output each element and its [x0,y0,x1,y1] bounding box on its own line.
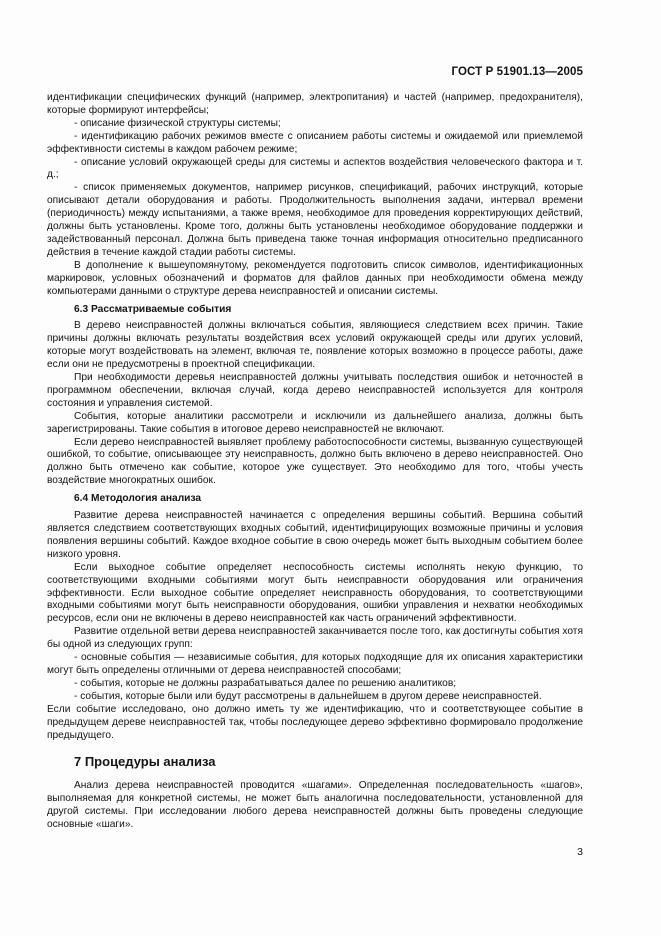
page-content [47,92,583,832]
list-item: - основные события — независимые события, для которых подходящие для их описания характеристики могут быть определены отличными от дерева неисправностей способами; [47,652,583,676]
page-number: 3 [577,846,583,858]
list-item: - список применяемых документов, например рисунков, спецификаций, рабочих инструкций, которые описывают детали оборудования и работы. Продолжительность выполнения задачи, интервал времени (периодичность) между испытаниями, а также время, необходимое для проведения корректирующих действий, должны быть установлены. Кроме того, должны быть установлены необходимое оборудование поддержки и задействованный персонал. Должна быть приведена также точная информация относительно предписанного действия в течение каждой стадии работы системы. [47,182,583,258]
list-item: - описание условий окружающей среды для системы и аспектов воздействия человеческого фактора и т. д.; [47,156,583,181]
paragraph: Если дерево неисправностей выявляет проблему работоспособности системы, вызванную существующей ошибкой, то событие, описывающее эту неисправность, должно быть включено в дерево неисправностей. Оно должно быть отмечено как событие, которое уже существует. Это необходимо для того, чтобы учесть воздействие многократных ошибок. [47,436,583,487]
paragraph: Развитие отдельной ветви дерева неисправностей заканчивается после того, как достигнуты события хотя бы одной из следующих групп: [47,626,583,651]
paragraph: В дерево неисправностей должны включаться события, являющиеся следствием всех причин. Такие причины должны включать результаты воздействия всех условий окружающей среды или других условий, которые могут воздействовать на элемент, включая те, появление которых возможно в процессе работы, даже если они не предусмотрены в проектной спецификации. [47,320,583,371]
section-heading-6-3: 6.3 Рассматриваемые события [74,303,232,315]
paragraph: Анализ дерева неисправностей проводится «шагами». Определенная последовательность «шагов», выполняемая для конкретной системы, не может быть аналогична последовательности, установленной для другой системы. При исследовании любого дерева неисправностей должны быть проведены следующие основные «шаги». [47,780,583,831]
section-heading-6-4: 6.4 Методология анализа [74,493,202,505]
document-header: ГОСТ Р 51901.13—2005 [451,66,583,78]
list-item: - события, которые не должны разрабатываться далее по решению аналитиков; [74,677,457,689]
paragraph: В дополнение к вышеупомянутому, рекомендуется подготовить список символов, идентификационных маркировок, условных обозначений и форматов для файлов данных при необходимости обмена между компьютерами данными о структуре дерева неисправностей и описании системы. [47,259,583,297]
paragraph: Развитие дерева неисправностей начинается с определения вершины событий. Вершина событий является следствием соответствующих входных событий, идентифицирующих возможные причины и условия появления вершины событий. Каждое входное событие в свою очередь может быть выходным событием более низкого уровня. [47,510,583,560]
paragraph: Если выходное событие определяет неспособность системы исполнять некую функцию, то соответствующими входными событиями могут быть неисправности оборудования или ограничения эффективности. Если выходное событие определяет неисправность оборудования, то соответствующими входными событиями могут быть неисправности оборудования, ошибки управления и нехватки необходимых ресурсов, если они не включены в дерево неисправностей как часть ограничений эффективности. [47,561,583,625]
list-item: - события, которые были или будут рассмотрены в дальнейшем в другом дереве неисправностей. [74,690,542,702]
paragraph: События, которые аналитики рассмотрели и исключили из дальнейшего анализа, должны быть зарегистрированы. Такие события в итоговое дерево неисправностей не включают. [47,410,583,435]
list-item: - описание физической структуры системы; [74,117,281,129]
list-item: - идентификацию рабочих режимов вместе с описанием работы системы и ожидаемой или приемлемой эффективности системы в каждом рабочем режиме; [47,130,583,155]
paragraph: При необходимости деревья неисправностей должны учитывать последствия ошибок и неточностей в программном обеспечении, включая случай, когда дерево неисправностей используется для контроля состояния и управления системой. [47,372,583,409]
paragraph: Если событие исследовано, оно должно иметь ту же идентификацию, что и соответствующее событие в предыдущем дереве неисправностей так, чтобы последующее дерево эффективно формировало продолжение предыдущего. [47,703,583,741]
intro-continuation: идентификации специфических функций (например, электропитания) и частей (например, предохранителя), которые формируют интерфейсы; [47,92,583,116]
section-heading-7: 7 Процедуры анализа [74,754,216,770]
